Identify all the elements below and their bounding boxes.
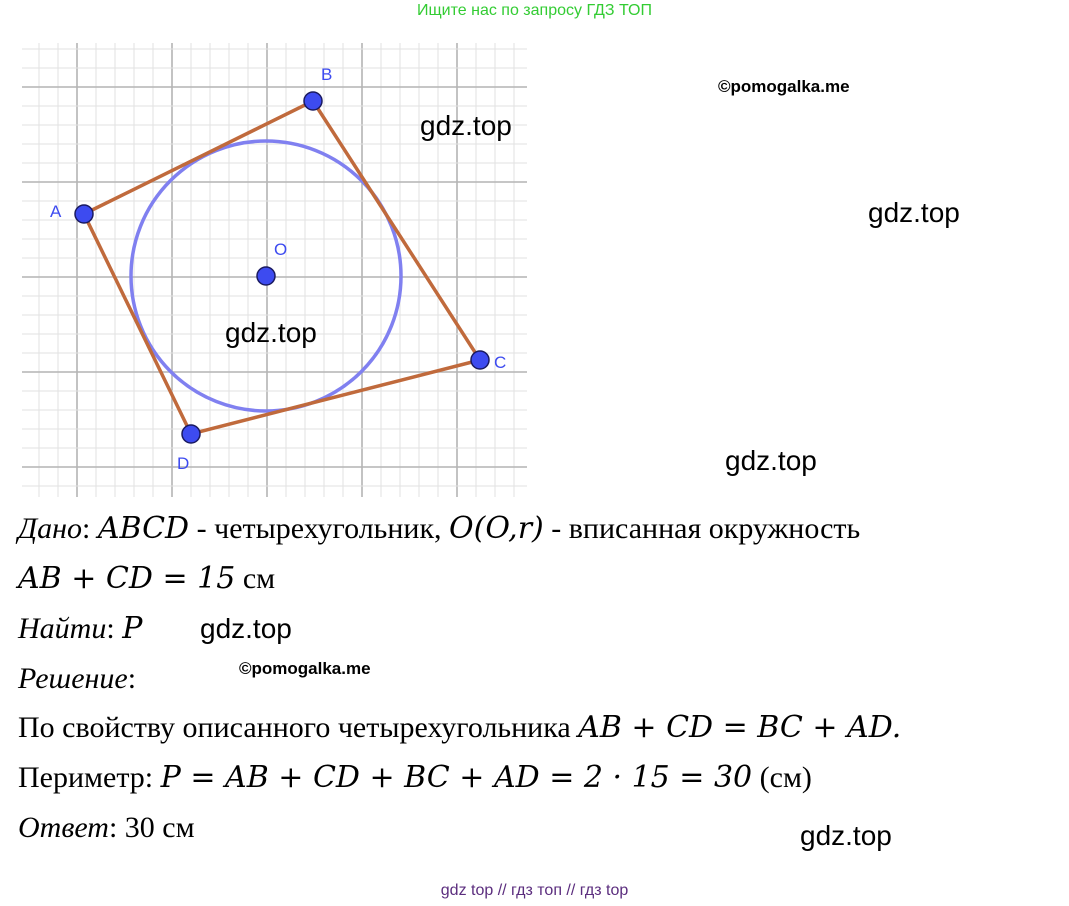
perimeter-line [18,760,812,796]
answer-value: : 30 см [108,811,195,844]
label-c: C [494,353,507,372]
watermark: gdz.top [800,820,892,851]
watermark: gdz.top [420,110,512,141]
solution-heading: Решение: [18,662,137,695]
point-c [471,351,489,369]
figure-shapes [75,92,489,443]
top-banner: Ищите нас по запросу ГДЗ ТОП [417,2,652,19]
condition-math: AB + CD = 15 [18,561,236,596]
property-math: AB + CD = BC + AD. [578,710,902,745]
perimeter-text: Периметр: [18,761,161,794]
condition-unit: см [235,562,276,595]
copyright-mark: ©pomogalka.me [718,77,850,96]
answer-line [18,810,195,846]
point-a [75,205,93,223]
point-d [182,425,200,443]
given-circle-desc: - вписанная окружность [543,512,861,545]
footer: gdz top // гдз топ // гдз top [440,882,629,899]
condition-line [18,561,275,597]
quadrilateral-abcd [84,101,480,434]
solution-label: Решение [18,662,128,695]
given-label: Дано [18,512,82,545]
label-o: O [274,240,288,259]
given-figure: ABCD [97,511,190,546]
watermark: gdz.top [225,317,317,348]
label-a: A [50,202,62,221]
label-d: D [177,454,190,473]
find-label: Найти [18,612,107,645]
property-line [18,710,901,746]
geometry-figure [0,0,540,500]
property-text: По свойству описанного четырехугольника [18,711,579,744]
find-var: P [122,611,143,646]
copyright-mark: ©pomogalka.me [239,659,371,678]
answer-label: Ответ [18,811,109,844]
point-o [257,267,275,285]
watermark: gdz.top [725,445,817,476]
label-b: B [321,65,333,84]
watermark: gdz.top [200,613,292,644]
find-line: Найти: P [18,611,143,646]
perimeter-unit: (см) [752,761,812,794]
perimeter-math: P = AB + CD + BC + AD = 2 · 15 = 30 [160,760,753,795]
given-desc: - четырехугольник, [189,512,450,545]
given-line: Дано: ABCD - четырехугольник, O(O,r) - вписанная окружность [18,511,861,546]
watermark: gdz.top [868,197,960,228]
given-circle: O(O,r) [449,511,544,546]
point-b [304,92,322,110]
